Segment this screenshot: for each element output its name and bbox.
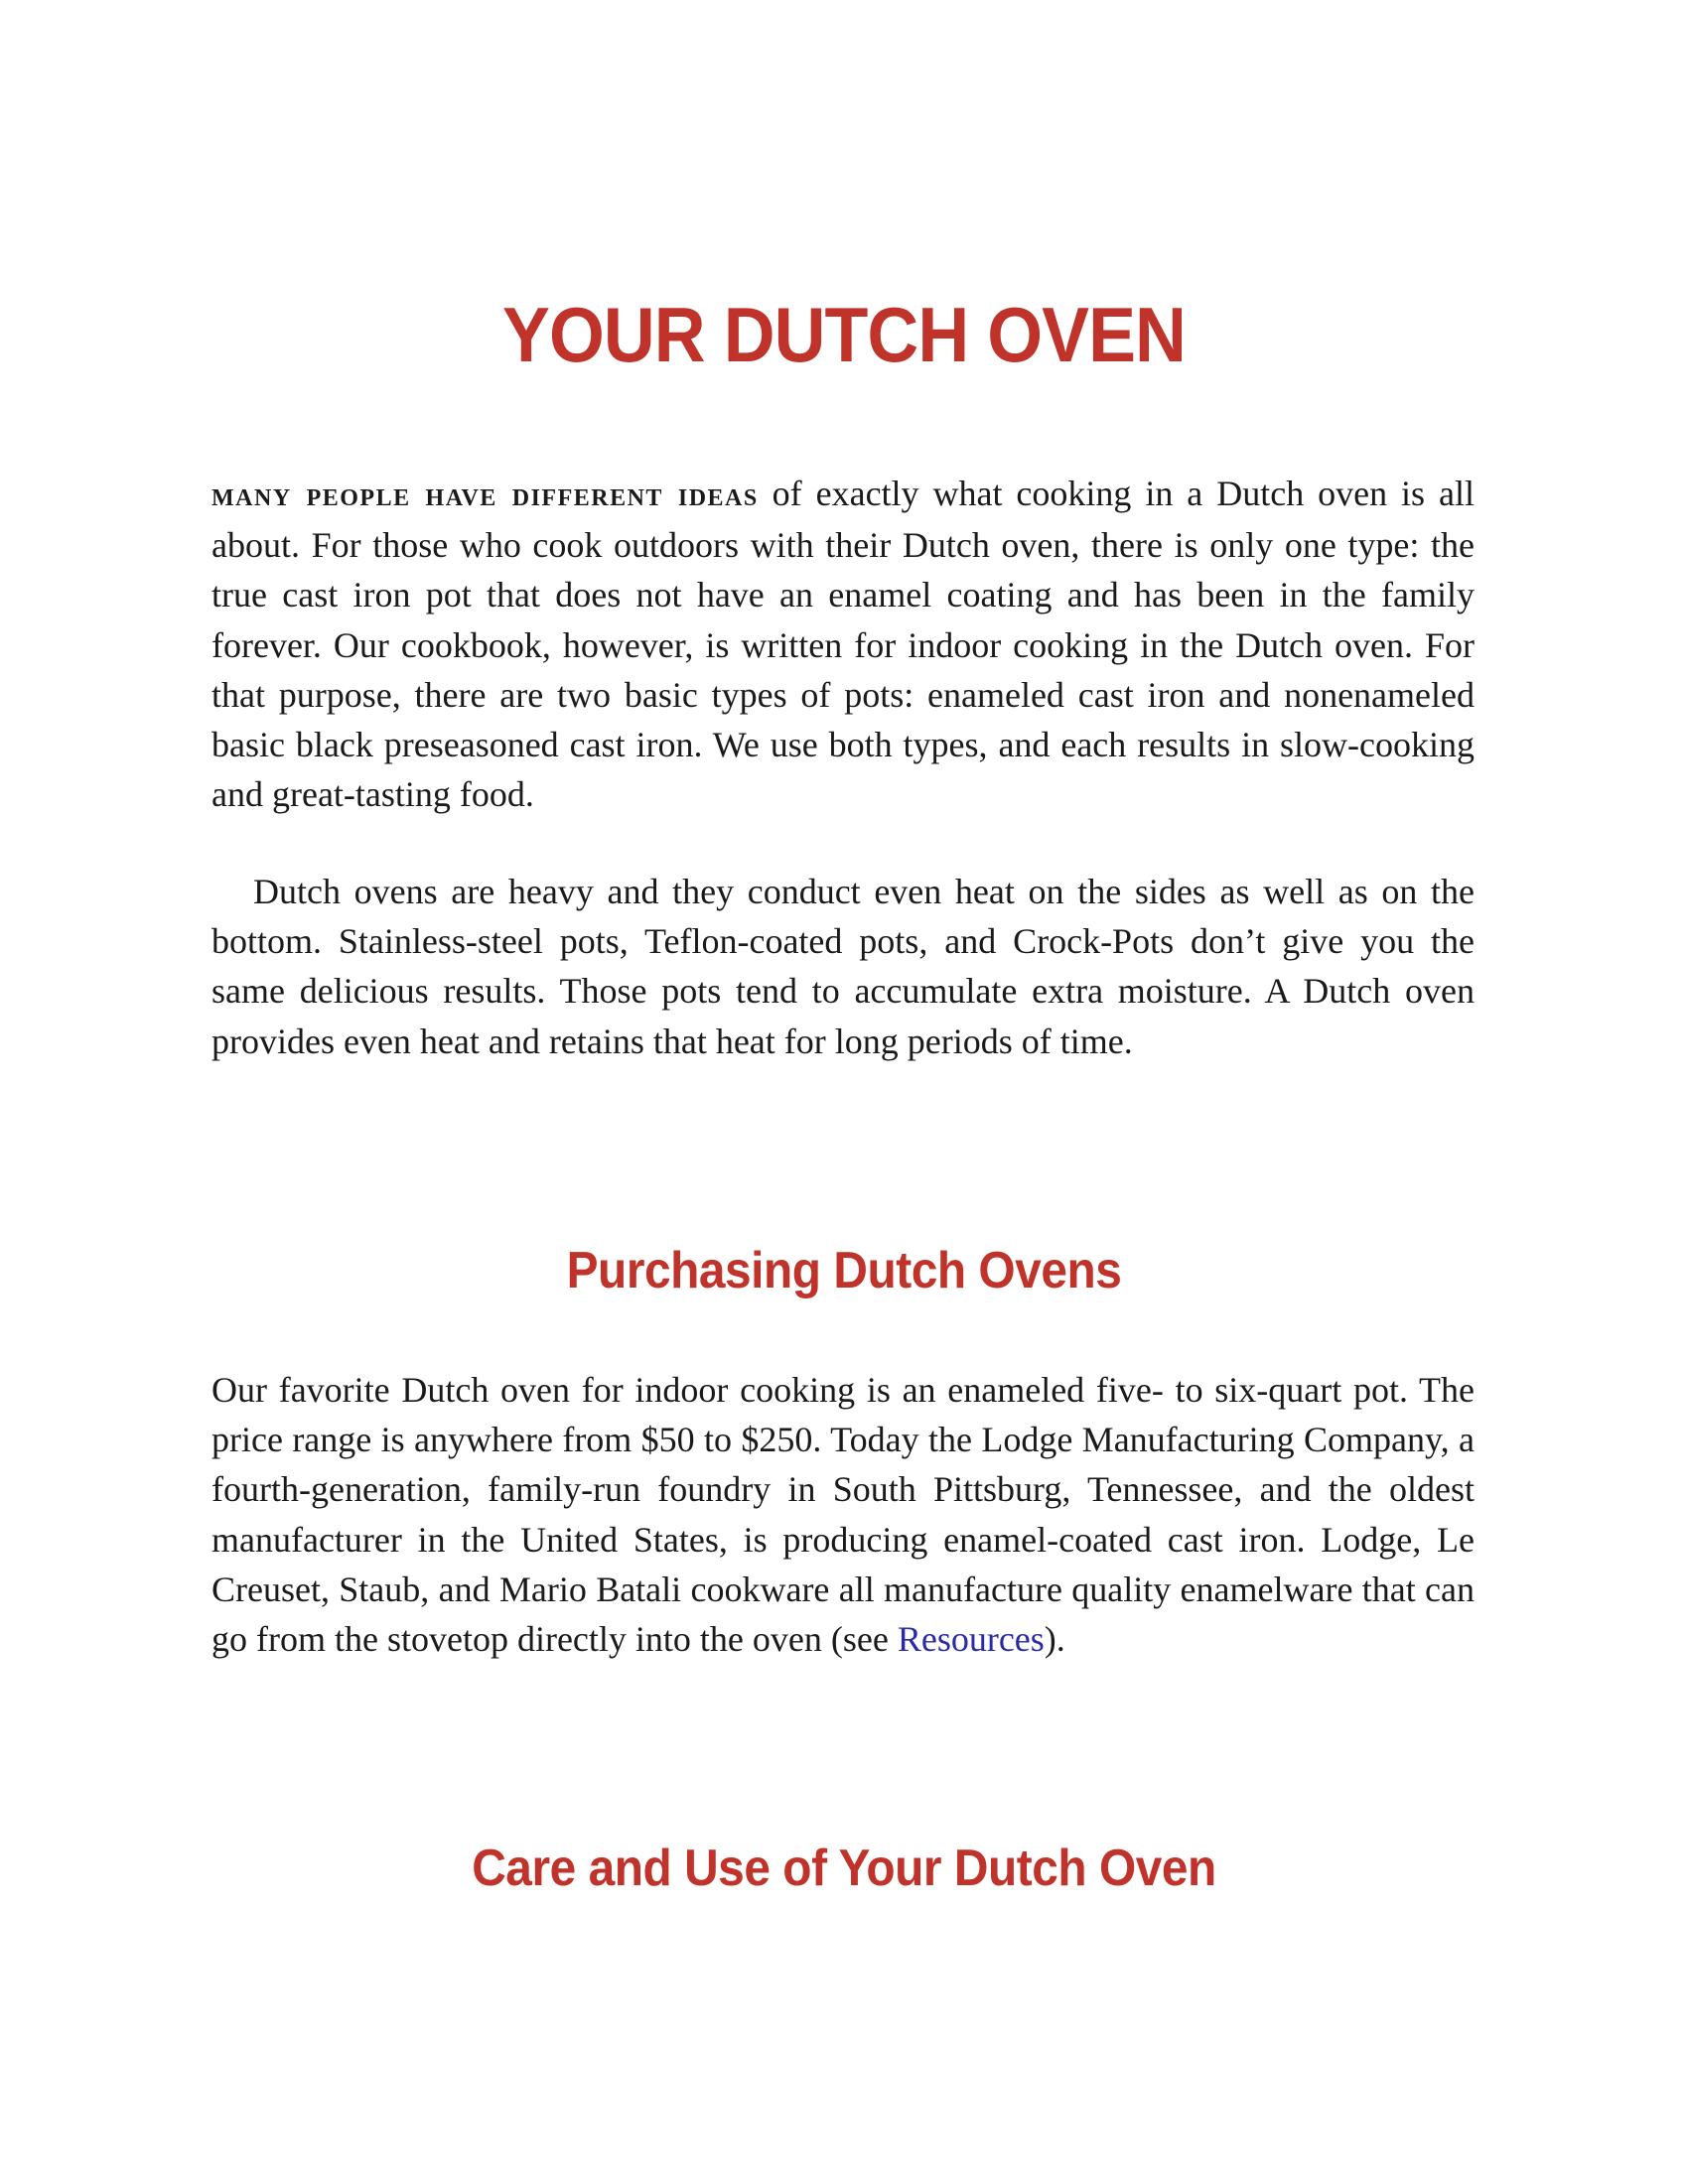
resources-link[interactable]: Resources: [897, 1619, 1045, 1660]
section-heading-care: Care and Use of Your Dutch Oven: [472, 1840, 1216, 1897]
intro-paragraph-2: Dutch ovens are heavy and they conduct even heat on the sides as well as on the bottom. Stainless-steel pots, Teflon-coated pots, and Crock-Pots don’t give you the same delicious results. Those pots tend to accumulate extra moisture. A Dutch oven provides even heat and retains that heat for long periods of time.: [211, 872, 1475, 1061]
lead-in-small-caps: many people have different ideas: [211, 477, 759, 513]
purchasing-paragraph-text: Our favorite Dutch oven for indoor cooking is an enameled five- to six-quart pot. The price range is anywhere from $50 to $250. Today the Lodge Manufacturing Company, a fourth-generation, family-run foundry in South Pittsburg, Tennessee, and the oldest manufacturer in the United States, is producing enamel-coated cast iron. Lodge, Le Creuset, Staub, and Mario Batali cookware all manufacture quality enamelware that can go from the stovetop directly into the oven (see: [211, 1370, 1475, 1660]
purchasing-paragraph: [211, 1365, 1475, 1664]
chapter-title: YOUR DUTCH OVEN: [502, 291, 1186, 378]
intro-paragraph-1-text: of exactly what cooking in a Dutch oven is all about. For those who cook outdoors with their Dutch oven, there is only one type: the true cast iron pot that does not have an enamel coating and has been in the family forever. Our cookbook, however, is written for indoor cooking in the Dutch oven. For that purpose, there are two basic types of pots: enameled cast iron and nonenameled basic black preseasoned cast iron. We use both types, and each results in slow-cooking and great-tasting food.: [211, 474, 1475, 815]
intro-paragraph-1: [211, 469, 1475, 819]
purchasing-paragraph-end: ).: [1044, 1619, 1065, 1660]
section-heading-purchasing: Purchasing Dutch Ovens: [566, 1242, 1122, 1299]
